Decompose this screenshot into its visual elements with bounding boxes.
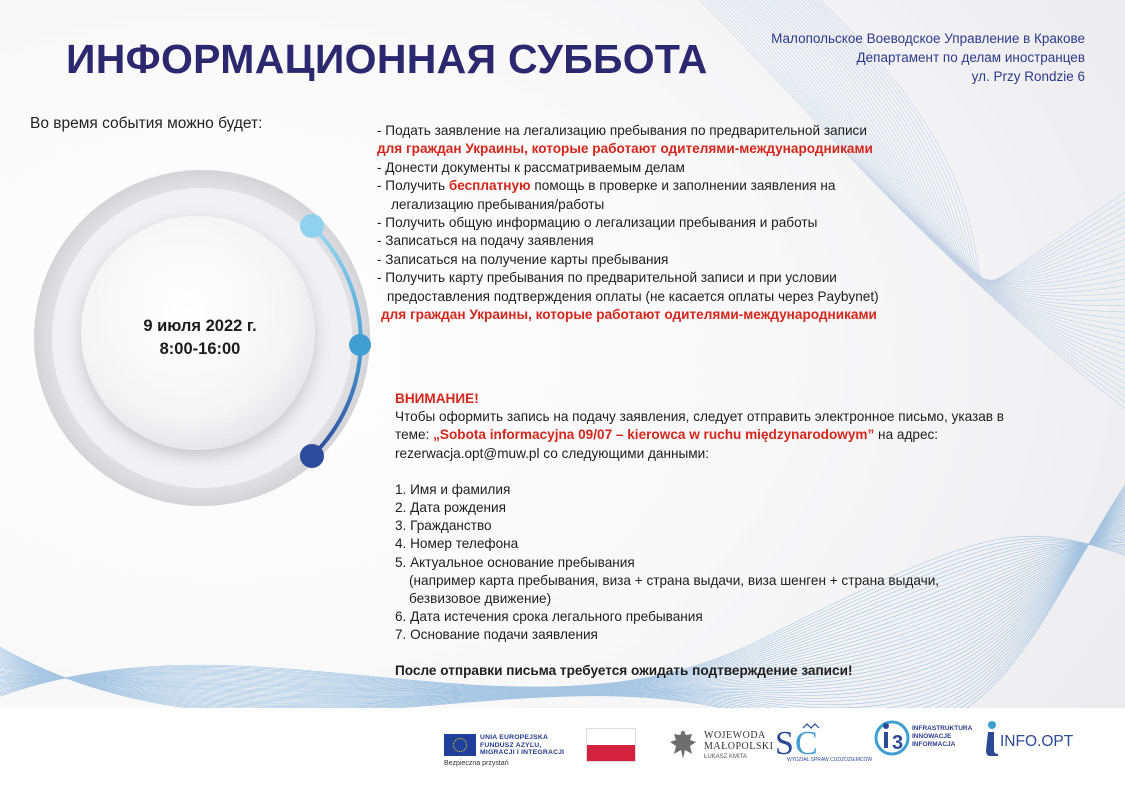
list-item-detail: безвизовое движение) <box>409 591 552 607</box>
eu-text-line: FUNDUSZ AZYLU, <box>480 741 542 749</box>
notice-text: теме: <box>395 427 434 443</box>
list-item: 4. Номер телефона <box>395 536 519 552</box>
action-note: для граждан Украины, которые работают одителями-международниками <box>381 307 877 323</box>
timeline-dot-top <box>300 214 324 238</box>
notice-email-line: rezerwacja.opt@muw.pl со следующими данными: <box>395 445 709 461</box>
event-time: 8:00-16:00 <box>159 340 241 358</box>
voivode-title <box>704 730 773 752</box>
i3-text-line: INNOWACJE <box>912 733 952 740</box>
info-i-icon <box>980 718 1000 758</box>
action-highlight: бесплатную <box>448 178 531 194</box>
i3-mark-icon <box>872 716 914 758</box>
list-item: 7. Основание подачи заявления <box>395 627 598 643</box>
action-text: помощь в проверке и заполнении заявления на <box>530 178 836 194</box>
action-item: - Записаться на получение карты пребывания <box>377 251 669 267</box>
page-title: ИНФОРМАЦИОННАЯ СУББОТА <box>66 36 708 82</box>
i3-text <box>912 725 972 749</box>
list-item: 2. Дата рождения <box>395 500 507 516</box>
notice-line <box>395 426 1095 444</box>
notice-heading: ВНИМАНИЕ! <box>395 391 479 406</box>
i3-text-line: INFRASTRUKTURA <box>912 725 973 732</box>
action-item: - Записаться на подачу заявления <box>377 233 594 249</box>
voivode-line: WOJEWODA <box>704 730 766 741</box>
svg-text:3: 3 <box>892 732 904 754</box>
i3-text-line: INFORMACJA <box>912 741 956 748</box>
org-line: ул. Przy Rondzie 6 <box>971 69 1085 84</box>
action-item: - Подать заявление на легализацию пребывания по предварительной записи <box>377 123 867 138</box>
eu-flag-icon <box>444 734 476 756</box>
eu-fund-text <box>480 734 564 757</box>
closing-note: После отправки письма требуется ожидать подтверждение записи! <box>395 662 853 678</box>
action-note: для граждан Украины, которые работают одителями-международниками <box>377 141 873 157</box>
action-item <box>377 177 1017 195</box>
voivode-name: ŁUKASZ KMITA <box>704 754 747 760</box>
notice-section <box>395 390 1095 680</box>
voivode-line: MAŁOPOLSKI <box>704 741 774 752</box>
organization-address <box>771 29 1085 86</box>
svg-text:C: C <box>795 725 818 758</box>
svg-text:S: S <box>775 725 794 758</box>
notice-text: на адрес: <box>874 427 939 443</box>
list-item: 1. Имя и фамилия <box>395 481 511 497</box>
email-subject: „Sobota informacyjna 09/07 – kierowca w ruchu międzynarodowym” <box>433 427 875 443</box>
event-date-time <box>110 315 290 361</box>
actions-list <box>377 122 1017 324</box>
eagle-emblem-icon <box>668 728 698 762</box>
action-continuation: предоставления подтверждения оплаты (не касается оплаты через Paybynet) <box>387 288 879 304</box>
timeline-dot-bottom <box>300 444 324 468</box>
action-item: - Донести документы к рассматриваемым делам <box>377 159 685 175</box>
action-continuation: легализацию пребывания/работы <box>391 196 605 212</box>
org-line: Малопольское Воеводское Управление в Кракове <box>771 31 1085 46</box>
sc-text: WYDZIAŁ SPRAW CUDZOZIEMCÓW <box>787 757 873 763</box>
eu-text-line: UNIA EUROPEJSKA <box>480 734 549 741</box>
footer-logos <box>0 708 1125 786</box>
action-text: - Получить <box>377 178 449 194</box>
list-item-detail: (например карта пребывания, виза + страна выдачи, виза шенген + страна выдачи, <box>409 572 940 588</box>
eu-text-line: MIGRACJI I INTEGRACJI <box>480 749 565 757</box>
list-item: 5. Актуальное основание пребывания <box>395 554 635 570</box>
required-data-list <box>395 481 1095 645</box>
event-date: 9 июля 2022 г. <box>143 317 257 335</box>
list-item: 3. Гражданство <box>395 518 492 534</box>
org-line: Департамент по делам иностранцев <box>856 50 1085 65</box>
list-item: 6. Дата истечения срока легального пребывания <box>395 609 703 625</box>
notice-line: Чтобы оформить запись на подачу заявления, следует отправить электронное письмо, указав в <box>395 409 1004 425</box>
polish-flag-icon <box>586 728 636 762</box>
info-opt-text: INFO.OPT <box>1000 733 1074 750</box>
timeline-dot-middle <box>349 334 371 356</box>
sc-monogram-icon <box>773 722 843 758</box>
action-item: - Получить общую информацию о легализации пребывания и работы <box>377 215 818 231</box>
eu-fund-subtitle: Bezpieczna przystań <box>444 760 509 767</box>
action-item: - Получить карту пребывания по предварительной записи и при условии <box>377 270 837 286</box>
intro-text: Во время события можно будет: <box>30 115 263 132</box>
